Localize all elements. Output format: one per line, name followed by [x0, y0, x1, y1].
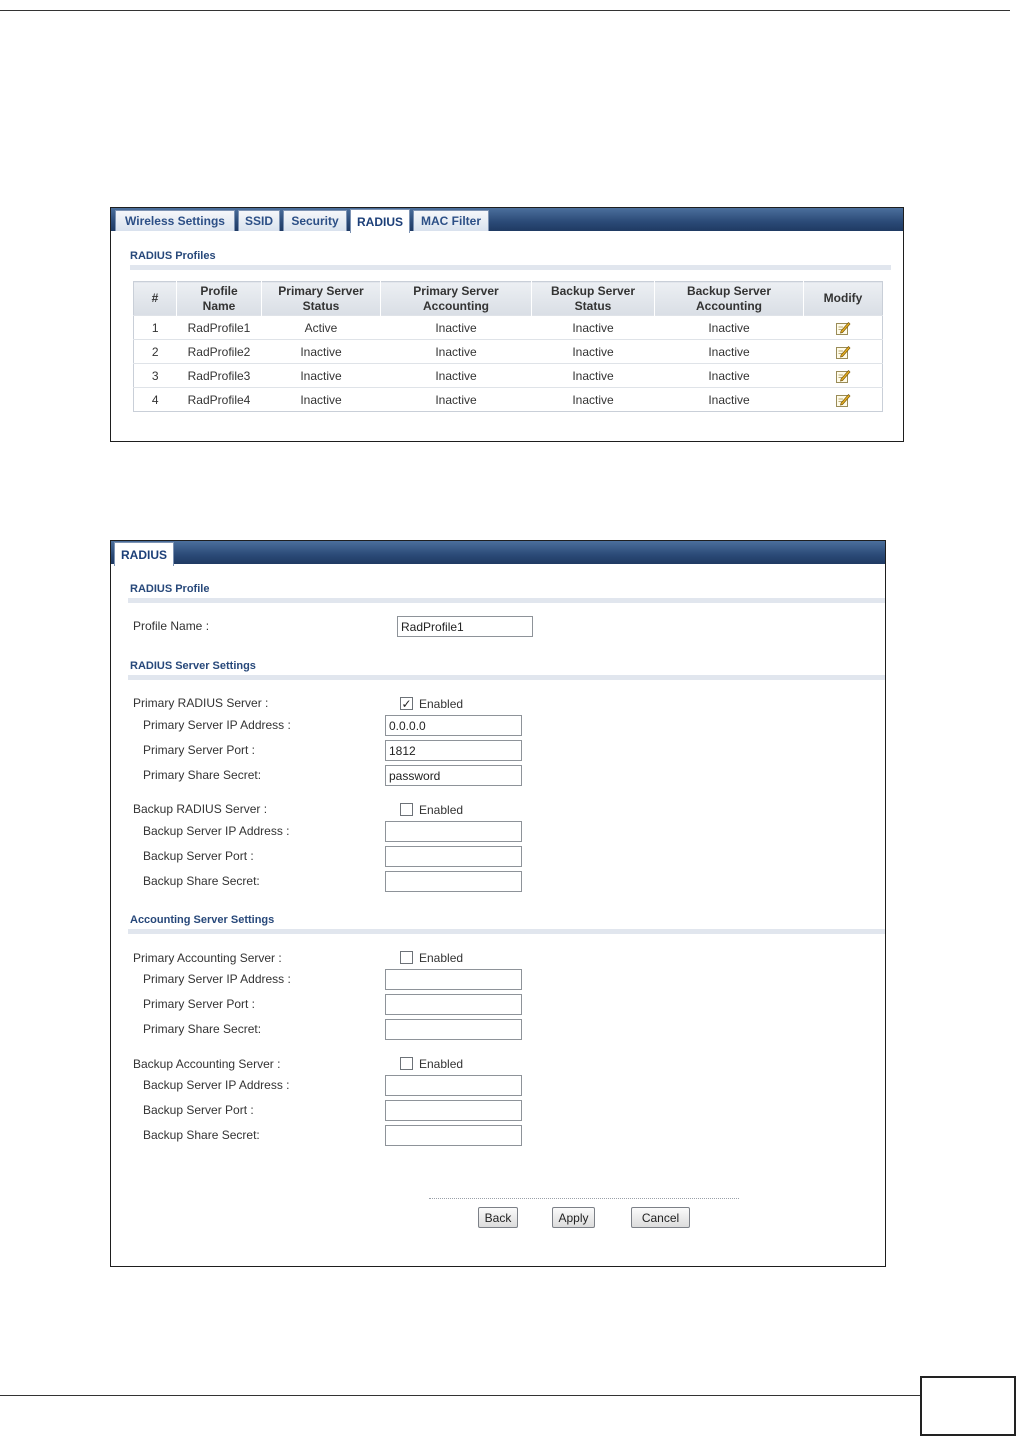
apply-button[interactable]: Apply [552, 1207, 595, 1228]
tab-wireless-settings[interactable]: Wireless Settings [115, 210, 235, 231]
cell-profile-name: RadProfile1 [177, 316, 262, 340]
cell-backup-accounting: Inactive [655, 364, 804, 388]
backup-accounting-ip-input[interactable] [385, 1075, 522, 1096]
cell-profile-name: RadProfile2 [177, 340, 262, 364]
edit-icon[interactable] [835, 320, 851, 336]
cell-modify [804, 388, 883, 412]
primary-accounting-port-label: Primary Server Port : [143, 997, 256, 1011]
primary-share-secret-input[interactable] [385, 765, 522, 786]
tab-ssid[interactable]: SSID [238, 210, 280, 231]
backup-server-ip-input[interactable] [385, 821, 522, 842]
table-row [134, 316, 883, 340]
back-button[interactable]: Back [478, 1207, 518, 1228]
table-row [134, 388, 883, 412]
primary-radius-enabled-label: Enabled [419, 697, 464, 711]
backup-accounting-secret-label: Backup Share Secret: [143, 1128, 260, 1142]
edit-icon[interactable] [835, 344, 851, 360]
backup-server-ip-label: Backup Server IP Address : [143, 824, 290, 838]
cell-profile-name: RadProfile3 [177, 364, 262, 388]
col-header-backup-accounting: Backup Server Accounting [655, 282, 804, 316]
edit-icon[interactable] [835, 392, 851, 408]
backup-server-port-input[interactable] [385, 846, 522, 867]
primary-server-ip-input[interactable] [385, 715, 522, 736]
cell-primary-accounting: Inactive [381, 364, 532, 388]
cell-backup-accounting: Inactive [655, 388, 804, 412]
cell-modify [804, 316, 883, 340]
backup-radius-enabled-checkbox[interactable] [400, 803, 413, 816]
backup-accounting-enabled-checkbox[interactable] [400, 1057, 413, 1070]
primary-radius-enabled-checkbox[interactable]: ✓ [401, 696, 412, 711]
table-header-row [134, 282, 883, 316]
section-title-radius-profile: RADIUS Profile [130, 583, 210, 595]
cell-primary-status: Inactive [262, 364, 381, 388]
table-row [134, 340, 883, 364]
cell-primary-status: Inactive [262, 340, 381, 364]
primary-accounting-enabled-label: Enabled [419, 951, 464, 965]
primary-accounting-server-label: Primary Accounting Server : [133, 951, 282, 965]
edit-icon[interactable] [835, 368, 851, 384]
backup-accounting-secret-input[interactable] [385, 1125, 522, 1146]
backup-share-secret-label: Backup Share Secret: [143, 874, 260, 888]
cell-modify [804, 364, 883, 388]
primary-accounting-port-input[interactable] [385, 994, 522, 1015]
section-rule [128, 929, 885, 934]
cell-primary-accounting: Inactive [381, 388, 532, 412]
primary-accounting-ip-input[interactable] [385, 969, 522, 990]
cell-backup-status: Inactive [532, 364, 655, 388]
profile-name-label: Profile Name : [133, 619, 210, 633]
section-title-radius-profiles: RADIUS Profiles [130, 250, 216, 262]
primary-server-port-input[interactable] [385, 740, 522, 761]
primary-server-ip-label: Primary Server IP Address : [143, 718, 291, 732]
cell-profile-name: RadProfile4 [177, 388, 262, 412]
tab-security[interactable]: Security [283, 210, 347, 231]
col-header-backup-status: Backup Server Status [532, 282, 655, 316]
table-row [134, 364, 883, 388]
cell-backup-status: Inactive [532, 388, 655, 412]
backup-server-port-label: Backup Server Port : [143, 849, 254, 863]
cell-backup-accounting: Inactive [655, 340, 804, 364]
backup-accounting-ip-label: Backup Server IP Address : [143, 1078, 290, 1092]
radius-profiles-panel [110, 207, 904, 442]
backup-share-secret-input[interactable] [385, 871, 522, 892]
backup-radius-server-label: Backup RADIUS Server : [133, 802, 268, 816]
radius-profiles-table [133, 281, 883, 412]
cell-num: 4 [134, 388, 177, 412]
backup-accounting-enabled-label: Enabled [419, 1057, 464, 1071]
col-header-modify: Modify [804, 282, 883, 316]
backup-accounting-port-input[interactable] [385, 1100, 522, 1121]
page-number-box [920, 1376, 1016, 1436]
col-header-num: # [134, 282, 177, 316]
cell-backup-status: Inactive [532, 316, 655, 340]
tab-radius[interactable]: RADIUS [350, 209, 410, 233]
primary-server-port-label: Primary Server Port : [143, 743, 256, 757]
cell-num: 2 [134, 340, 177, 364]
page-bottom-rule [0, 1395, 920, 1396]
backup-radius-enabled-label: Enabled [419, 803, 464, 817]
page-top-rule [0, 10, 1010, 11]
cell-backup-status: Inactive [532, 340, 655, 364]
primary-accounting-secret-label: Primary Share Secret: [143, 1022, 262, 1036]
primary-accounting-secret-input[interactable] [385, 1019, 522, 1040]
primary-radius-server-label: Primary RADIUS Server : [133, 696, 269, 710]
cell-primary-status: Inactive [262, 388, 381, 412]
section-title-radius-server-settings: RADIUS Server Settings [130, 660, 256, 672]
primary-accounting-enabled-checkbox[interactable] [400, 951, 413, 964]
tab-bar [111, 541, 885, 564]
cell-num: 3 [134, 364, 177, 388]
cell-backup-accounting: Inactive [655, 316, 804, 340]
profile-name-input[interactable] [397, 616, 533, 637]
cancel-button[interactable]: Cancel [631, 1207, 690, 1228]
section-rule [128, 598, 885, 603]
tab-mac-filter[interactable]: MAC Filter [413, 210, 489, 231]
col-header-profile-name: Profile Name [177, 282, 262, 316]
section-rule [130, 265, 891, 270]
cell-primary-accounting: Inactive [381, 340, 532, 364]
backup-accounting-port-label: Backup Server Port : [143, 1103, 254, 1117]
section-title-accounting-server-settings: Accounting Server Settings [130, 914, 275, 926]
cell-primary-status: Active [262, 316, 381, 340]
tab-bar [111, 208, 903, 231]
backup-accounting-server-label: Backup Accounting Server : [133, 1057, 281, 1071]
cell-modify [804, 340, 883, 364]
primary-accounting-ip-label: Primary Server IP Address : [143, 972, 291, 986]
cell-num: 1 [134, 316, 177, 340]
radius-edit-panel [110, 540, 886, 1267]
col-header-primary-accounting: Primary Server Accounting [381, 282, 532, 316]
col-header-primary-status: Primary Server Status [262, 282, 381, 316]
section-rule [128, 675, 885, 680]
cell-primary-accounting: Inactive [381, 316, 532, 340]
primary-share-secret-label: Primary Share Secret: [143, 768, 262, 782]
button-divider [429, 1198, 739, 1199]
tab-radius[interactable]: RADIUS [114, 542, 174, 566]
